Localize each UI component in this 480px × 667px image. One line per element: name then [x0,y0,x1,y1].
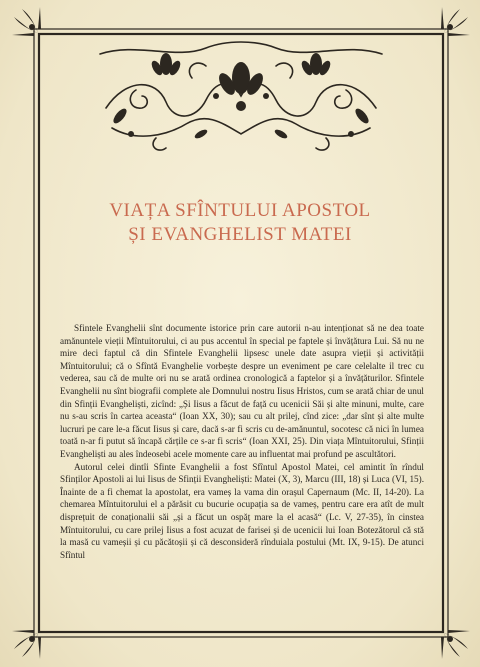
paragraph: Autorul celei dintîi Sfinte Evanghelii a fost Sfîntul Apostol Matei, cel amintit în rîndul Sfinților Apostoli ai lui Iisus de Sfinții Evangheliști: Matei (X, 3), Marcu (III, 18) și Luca (VI, 15). Înainte de a fi chemat la apostolat, era vameș la vama din orașul Capernaum (Mc. II, 14-20). La chemarea Mîntuitorului el a părăsit cu bucurie ocupația sa de vameș, pentru care era atît de mult disprețuit de conaționalii săi „și a făcut un ospăț mare la el acasă“ (Lc. V, 27-35), în cinstea Mîntuitorului, cu care prilej Iisus a fost acuzat de farisei și de ucenicii lui Ioan Botezătorul că stă la masă cu vameșii și cu păcătoșii și că desconsideră rînduiala postului (Mt. IX, 9-15). De atunci Sfîntul [60,461,424,560]
body-text [60,322,424,561]
paragraph: Sfintele Evanghelii sînt documente istorice prin care autorii n-au intenționat să ne dea toate amănuntele vieții Mîntuitorului, ci au pus accentul în special pe faptele și învățătura Lui. Să nu ne mire deci faptul că din Sfintele Evanghelii lipsesc unele date asupra vieții și activității Mîntuitorului; că o Sfîntă Evanghelie vorbește despre un eveniment pe care celelalte il trec cu vederea, sau că de multe ori nu se arată ordinea cronologică a faptelor și a învățăturilor. Sfintele Evanghelii nu sînt biografii complete ale Domnului nostru Iisus Hristos, cum se arată chiar de unul din Sfinții Evangheliști, zicînd: „Și Iisus a făcut de față cu ucenicii Săi și alte minuni, multe, care nu s-au scris în cartea aceasta“ (Ioan XX, 30); sau cu alt prilej, cînd zice: „dar sînt și alte multe lucruri pe care le-a făcut Iisus și care, dacă s-ar fi scris cu de-amănuntul, socotesc că nici în lumea toată n-ar fi putut să încapă cărțile ce s-ar fi scris“ (Ioan XXI, 25). Din viața Mîntuitorului, Sfinții Evangheliști au ales îndeosebi acele momente care au influentat mai profund pe ascultători. [60,323,424,459]
chapter-title-line-2: ȘI EVANGHELIST MATEI [128,224,352,245]
floral-ornament-icon [96,38,386,156]
chapter-title-line-1: VIAȚA SFÎNTULUI APOSTOL [109,200,371,221]
